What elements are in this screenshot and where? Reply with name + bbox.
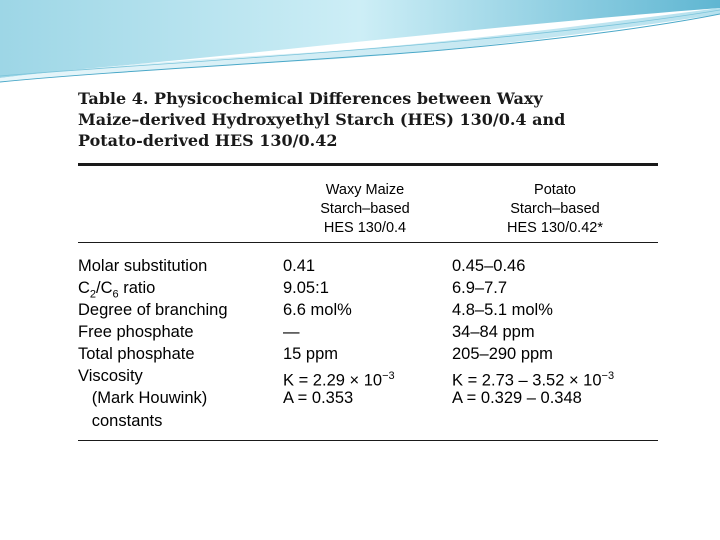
table-row (78, 365, 658, 390)
label-ratio: ratio (118, 279, 156, 297)
potato-value: A = 0.329 – 0.348 (452, 389, 582, 407)
potato-value: 34–84 ppm (452, 323, 535, 341)
row-label: Total phosphate (78, 345, 195, 363)
waxy-value: 0.41 (283, 257, 316, 275)
table-row (78, 299, 658, 321)
decorative-banner (0, 0, 720, 90)
potato-value: 6.9–7.7 (452, 279, 508, 297)
col-potato-line-1: Potato (534, 182, 576, 198)
column-header-potato (490, 181, 620, 238)
row-label: constants (78, 412, 163, 430)
table-row (78, 410, 658, 432)
col-potato-line-2: Starch–based (510, 201, 600, 217)
row-label: (Mark Houwink) (78, 389, 208, 407)
table-row (78, 321, 658, 343)
top-rule (78, 163, 658, 166)
table-row (78, 255, 658, 277)
potato-value: 4.8–5.1 mol% (452, 301, 553, 319)
waxy-value: 15 ppm (283, 345, 339, 363)
table-row (78, 343, 658, 365)
table-row (78, 387, 658, 409)
table-title (78, 88, 658, 151)
potato-value: 205–290 ppm (452, 345, 553, 363)
col-potato-line-3: HES 130/0.42* (507, 220, 603, 236)
row-label: Degree of branching (78, 301, 228, 319)
row-label: Free phosphate (78, 323, 194, 341)
header-rule (78, 242, 658, 243)
waxy-k: K = 2.29 × 10 (283, 371, 383, 390)
waxy-value: A = 0.353 (283, 389, 354, 407)
bottom-rule (78, 440, 658, 441)
potato-k: K = 2.73 – 3.52 × 10 (452, 371, 602, 390)
title-line-1: Table 4. Physicochemical Differences between Waxy (78, 89, 543, 108)
row-label: Viscosity (78, 367, 143, 385)
col-waxy-line-3: HES 130/0.4 (323, 220, 407, 236)
label-c: C (78, 279, 90, 297)
waxy-exponent: −3 (382, 370, 395, 382)
potato-exponent: −3 (601, 370, 615, 382)
column-header-waxy (290, 181, 440, 238)
label-sub-6: 6 (112, 288, 119, 301)
col-waxy-line-1: Waxy Maize (325, 182, 405, 198)
label-slash-c: /C (96, 279, 113, 297)
table-row (78, 277, 658, 299)
title-line-3: Potato-derived HES 130/0.42 (78, 131, 338, 150)
title-line-2: Maize–derived Hydroxyethyl Starch (HES) 130/0.4 and (78, 110, 566, 129)
potato-value: 0.45–0.46 (452, 257, 526, 275)
label-sub-2: 2 (89, 288, 97, 301)
col-waxy-line-2: Starch–based (320, 201, 410, 217)
waxy-value: — (283, 323, 300, 341)
waxy-value: 6.6 mol% (283, 301, 352, 319)
row-label: Molar substitution (78, 257, 208, 275)
waxy-value: 9.05:1 (283, 279, 329, 297)
